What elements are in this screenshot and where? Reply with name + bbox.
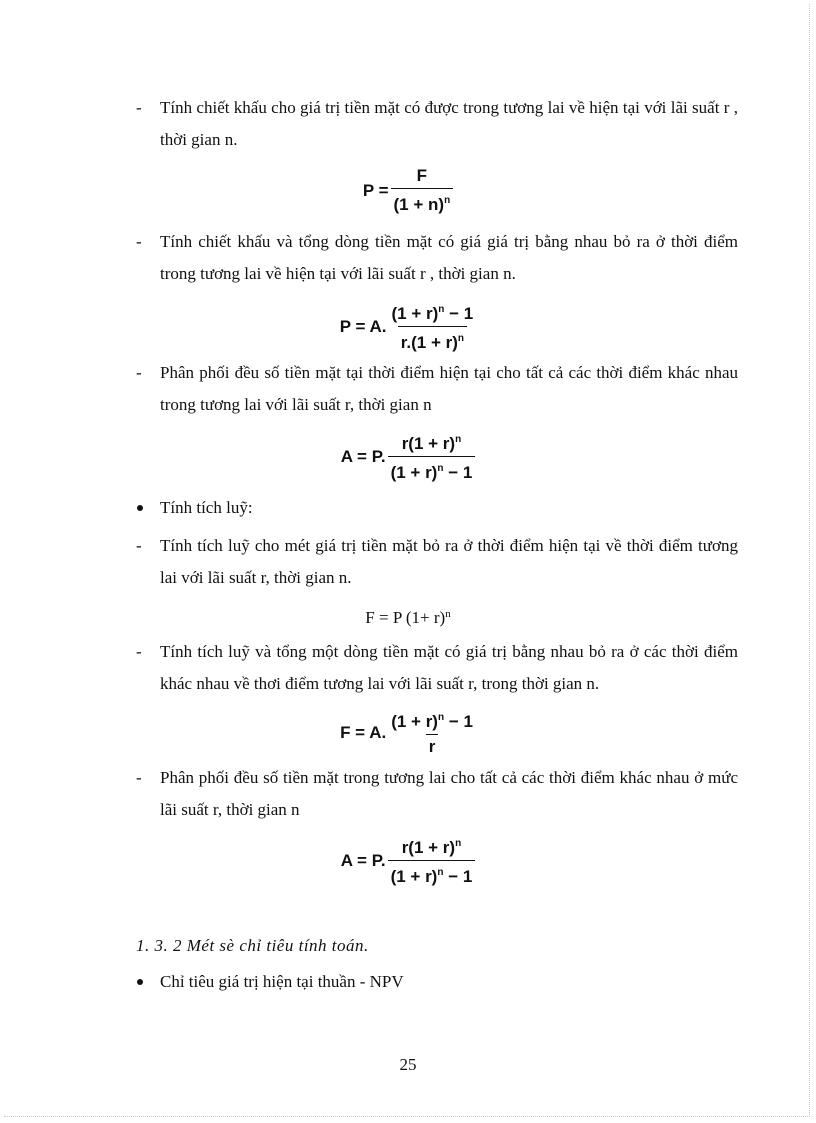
formula-future-value	[0, 602, 816, 630]
denominator: (1 + r)	[390, 463, 438, 482]
fraction	[388, 834, 476, 887]
item-text: Tính chiết khấu cho giá trị tiền mặt có được trong tương lai về hiện tại với lãi suất r , thời gian n.	[160, 98, 738, 149]
denominator-tail: − 1	[443, 463, 473, 482]
item-text: Tính tích luỹ cho mét giá trị tiền mặt bỏ ra ở thời điểm hiện tại về thời điểm tương lai với lãi suất r, thời gian n.	[160, 536, 738, 587]
item-text: Phân phối đều số tiền mặt tại thời điểm hiện tại cho tất cả các thời điểm khác nhau trong tương lai với lãi suất r, thời gian n	[160, 363, 738, 414]
formula-lhs: P =	[362, 180, 389, 200]
denominator-tail: − 1	[443, 867, 473, 886]
exponent: n	[437, 867, 444, 878]
dash-marker: -	[136, 536, 142, 555]
dash-marker: -	[136, 363, 142, 382]
formula-capital-recovery	[0, 430, 816, 483]
dash-marker: -	[136, 642, 142, 661]
exponent: n	[455, 434, 462, 445]
exponent: n	[438, 304, 445, 315]
denominator: r.(1 + r)	[400, 333, 458, 352]
section-heading: 1. 3. 2 Mét sè chỉ tiêu tính toán.	[136, 936, 369, 955]
formula-lhs: P = A.	[339, 316, 387, 336]
fraction	[389, 300, 477, 353]
bullet-icon	[137, 505, 143, 511]
exponent: n	[444, 195, 451, 206]
page-number: 25	[399, 1055, 417, 1074]
item-text: Phân phối đều số tiền mặt trong tương lai cho tất cả các thời điểm khác nhau ở mức lãi suất r, thời gian n	[160, 768, 738, 819]
numerator: r(1 + r)	[401, 838, 456, 857]
item-text: Chỉ tiêu giá trị hiện tại thuần - NPV	[160, 972, 404, 991]
formula-text: F = P (1+ r)	[365, 608, 446, 627]
denominator: r	[428, 737, 436, 756]
exponent: n	[437, 463, 444, 474]
exponent: n	[437, 712, 445, 723]
exponent: n	[445, 608, 451, 620]
numerator-tail: − 1	[444, 712, 473, 731]
fraction	[388, 430, 476, 483]
denominator: (1 + r)	[390, 867, 438, 886]
dash-marker: -	[136, 768, 142, 787]
numerator-tail: − 1	[444, 304, 474, 323]
dash-marker: -	[136, 232, 142, 251]
bullet-icon	[137, 979, 143, 985]
exponent: n	[455, 838, 462, 849]
numerator: (1 + r)	[391, 712, 438, 731]
formula-present-value	[0, 166, 816, 215]
item-text: Tính tích luỹ và tổng một dòng tiền mặt có giá trị bằng nhau bỏ ra ở các thời điểm khác nhau về thơi điểm tương lai với lãi suất r, trong thời gian n.	[160, 642, 738, 693]
formula-sinking-fund	[0, 834, 816, 887]
item-text: Tính tích luỹ:	[160, 498, 253, 517]
numerator: F	[416, 166, 428, 185]
formula-lhs: F = A.	[340, 722, 387, 742]
numerator: (1 + r)	[391, 304, 439, 323]
dash-marker: -	[136, 98, 142, 117]
formula-lhs: A = P.	[340, 850, 386, 870]
numerator: r(1 + r)	[401, 434, 456, 453]
formula-lhs: A = P.	[340, 446, 386, 466]
formula-annuity-present-value	[0, 300, 816, 353]
formula-annuity-future-value	[0, 708, 816, 757]
fraction	[388, 708, 476, 757]
fraction	[391, 166, 454, 215]
denominator: (1 + n)	[393, 195, 445, 214]
exponent: n	[457, 333, 465, 344]
item-text: Tính chiết khấu và tổng dòng tiền mặt có giá giá trị bằng nhau bỏ ra ở thời điểm trong tương lai về hiện tại với lãi suất r , thời gian n.	[160, 232, 738, 283]
